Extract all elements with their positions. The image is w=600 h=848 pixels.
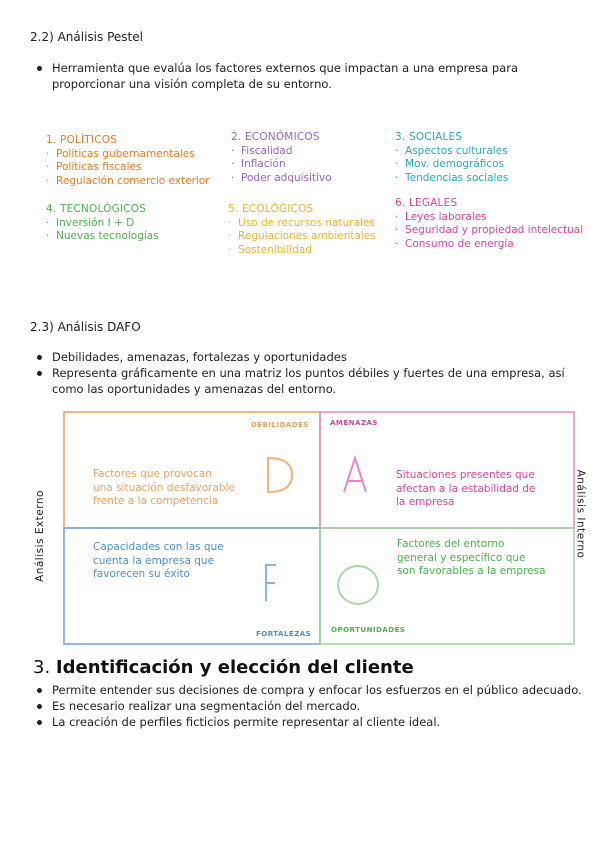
pestel-item-text: Sostenibilidad <box>238 243 312 256</box>
section3-bullet: Es necesario realizar una segmentación del mercado. <box>28 698 588 714</box>
quadrant-a-line: la empresa <box>396 496 455 508</box>
section3-number: 3. <box>33 657 51 678</box>
section3-bullet: Permite entender sus decisiones de compra y enfocar los esfuerzos en el público adecuado. <box>28 682 588 698</box>
section3-title: Identificación y elección del cliente <box>55 657 414 678</box>
bullet-marker: · <box>395 158 399 171</box>
pestel-item-text: Seguridad y propiedad intelectual <box>405 224 584 237</box>
bullet-marker: · <box>46 230 50 243</box>
dafo-bullet-line-1: Representa gráficamente en una matriz los puntos débiles y fuertes de una empresa, así <box>52 366 565 380</box>
bullet-marker: · <box>46 147 50 160</box>
quadrant-a-text <box>396 469 536 510</box>
pestel-item-text: Regulación comercio exterior <box>56 174 210 187</box>
bullet-marker: · <box>231 144 235 157</box>
analisis-interno-label: Análisis Interno <box>574 469 587 559</box>
analisis-externo-label: Análisis Externo <box>33 490 46 582</box>
pestel-item-text: Políticas gubernamentales <box>56 147 195 160</box>
quadrant-d-line: una situación desfavorable <box>93 481 235 494</box>
quadrant-o-text <box>397 538 546 579</box>
pestel-item-text: Uso de recursos naturales <box>238 216 375 229</box>
quadrant-f-line: favorecen su éxito <box>93 568 190 580</box>
pestel-group-title: 1. POLÍTICOS <box>46 134 118 146</box>
bullet-marker: · <box>228 216 232 229</box>
dafo-bullet: Debilidades, amenazas, fortalezas y oportunidades <box>28 349 583 365</box>
pestel-heading: 2.2) Análisis Pestel <box>30 30 143 44</box>
pestel-item-text: Nuevas tecnologías <box>56 230 159 243</box>
bullet-marker: · <box>395 171 399 184</box>
pestel-group-title: 4. TECNOLÓGICOS <box>46 203 147 215</box>
pestel-item-text: Aspectos culturales <box>405 144 508 157</box>
pestel-group-title: 2. ECONÓMICOS <box>231 131 320 143</box>
quadrant-f-line: cuenta la empresa que <box>93 554 215 567</box>
pestel-group-title: 3. SOCIALES <box>395 131 463 143</box>
pestel-item-text: Regulaciones ambientales <box>238 230 376 243</box>
pestel-item-text: Tendencias sociales <box>405 171 509 184</box>
pestel-item-text: Leyes laborales <box>405 210 487 223</box>
section3-bullet-list <box>28 682 588 730</box>
bullet-marker: · <box>395 210 399 223</box>
quadrant-f-line: Capacidades con las que <box>93 541 224 553</box>
quadrant-o-line: son favorables a la empresa <box>397 565 546 577</box>
section3-heading <box>33 657 414 678</box>
bullet-marker: · <box>231 158 235 171</box>
quadrant-o-label: OPORTUNIDADES <box>331 626 406 634</box>
bullet-marker: · <box>231 171 235 184</box>
pestel-bullet-line-2: proporcionar una visión completa de su entorno. <box>52 77 332 91</box>
quadrant-a-line: Situaciones presentes que <box>396 469 535 481</box>
quadrant-a-line: afectan a la estabilidad de <box>396 482 536 495</box>
pestel-item-text: Fiscalidad <box>241 144 293 157</box>
bullet-marker: · <box>228 230 232 243</box>
pestel-item-text: Mov. demográficos <box>405 158 505 171</box>
pestel-item-text: Poder adquisitivo <box>241 171 332 184</box>
quadrant-o-line: Factores del entorno <box>397 538 505 550</box>
letter-o-shape <box>338 566 378 604</box>
section3-bullet: La creación de perfiles ficticios permite representar al cliente ideal. <box>28 714 588 730</box>
quadrant-f-text <box>93 541 224 582</box>
pestel-item-text: Inflación <box>241 158 286 171</box>
bullet-marker: · <box>395 224 399 237</box>
bullet-marker: · <box>395 237 399 250</box>
quadrant-d-line: Factores que provocan <box>93 468 212 480</box>
quadrant-d-line: frente a la competencia <box>93 495 219 507</box>
dafo-bullet-line-2: como las oportunidades y amenazas del entorno. <box>52 382 337 396</box>
quadrant-a-label: AMENAZAS <box>330 419 378 427</box>
letter-f-shape <box>266 565 276 601</box>
bullet-marker: · <box>46 174 50 187</box>
bullet-marker: · <box>46 216 50 229</box>
bullet-marker: · <box>46 161 50 174</box>
bullet-marker: · <box>395 144 399 157</box>
pestel-item-text: Inversión I + D <box>56 216 135 229</box>
pestel-group-title: 5. ECOLÓGICOS <box>228 203 314 215</box>
quadrant-d-label: DEBILIDADES <box>251 421 309 429</box>
pestel-group-title: 6. LEGALES <box>395 197 458 209</box>
letter-d-shape <box>268 458 292 492</box>
pestel-bullet-line-1: Herramienta que evalúa los factores externos que impactan a una empresa para <box>52 61 519 75</box>
pestel-item-text: Políticas fiscales <box>56 161 142 174</box>
dafo-heading: 2.3) Análisis DAFO <box>30 320 141 334</box>
quadrant-d-text <box>93 468 235 509</box>
letter-a-shape <box>344 458 366 492</box>
bullet-marker: · <box>228 243 232 256</box>
pestel-item-text: Consumo de energía <box>405 237 514 250</box>
quadrant-o-line: general y específico que <box>397 551 526 564</box>
quadrant-f-label: FORTALEZAS <box>256 630 312 638</box>
